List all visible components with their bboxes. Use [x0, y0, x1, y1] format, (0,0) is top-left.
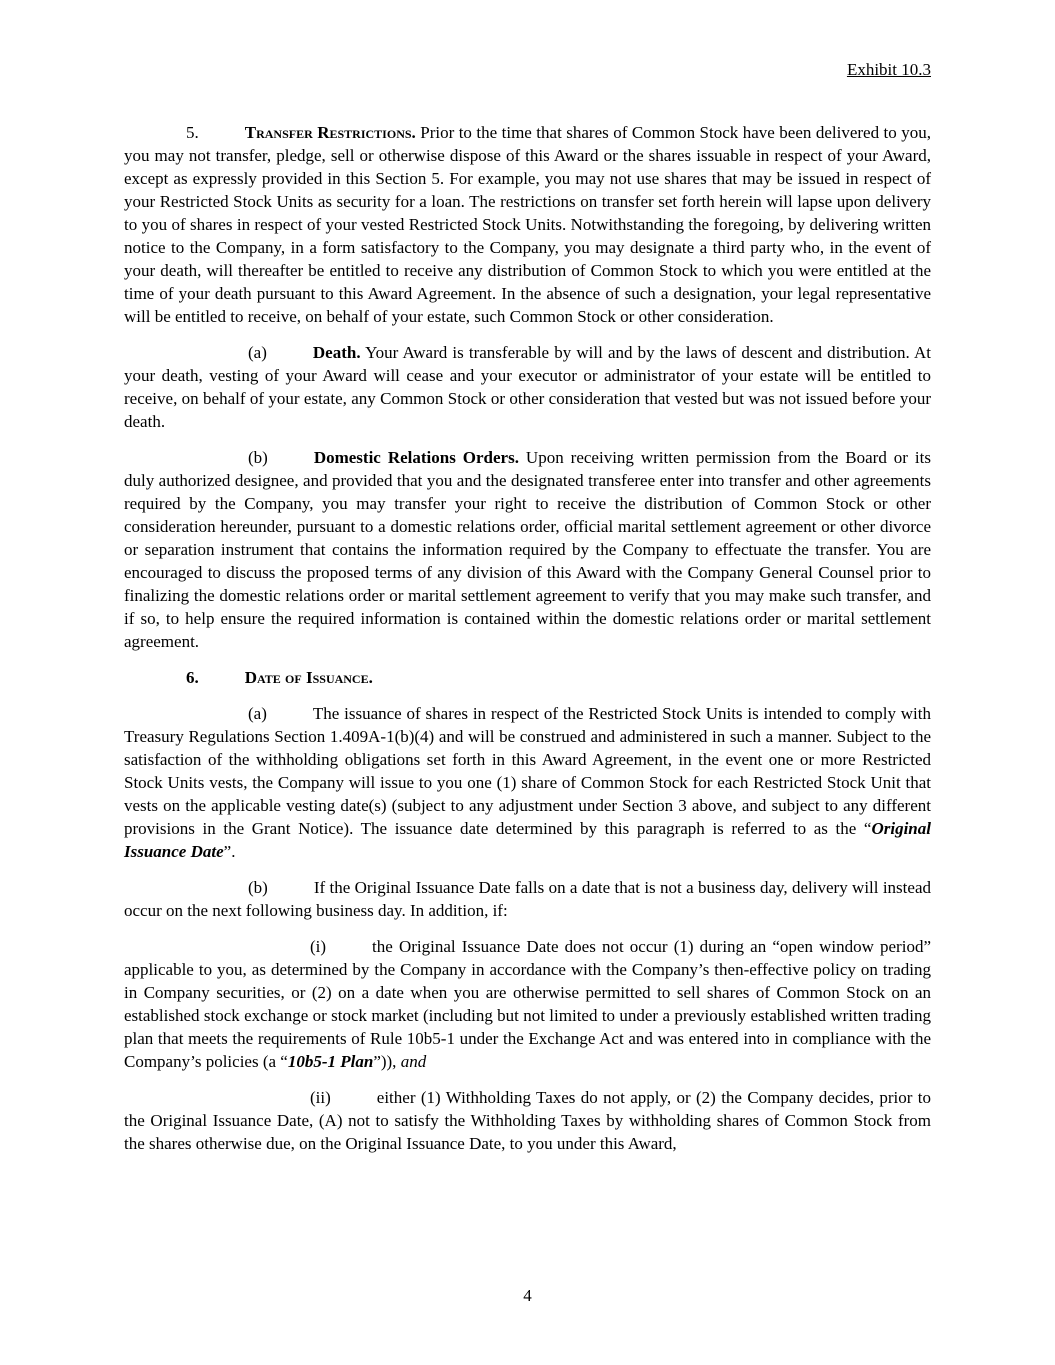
document-body [124, 121, 931, 1155]
text-segment-normal: (ii) [310, 1088, 331, 1107]
text-segment-normal: (i) [310, 937, 327, 956]
text-segment-scbold: Date of Issuance. [244, 668, 373, 687]
text-segment-bolditalic: Original Issuance Date [124, 819, 931, 861]
text-segment-bold: Domestic Relations Orders. [313, 448, 519, 467]
text-segment-normal: 5. [186, 123, 199, 142]
heading-section-6-date-of-issuance [124, 666, 931, 689]
text-segment-normal: ”)), [373, 1052, 401, 1071]
paragraph-section-5 [124, 121, 931, 328]
text-segment-bolditalic: 10b5-1 Plan [287, 1052, 374, 1071]
text-segment-normal: (a) [248, 704, 267, 723]
page-number: 4 [523, 1286, 532, 1305]
text-segment-bold: Death. [312, 343, 361, 362]
paragraph-section-6b [124, 876, 931, 922]
exhibit-label: Exhibit 10.3 [846, 60, 931, 79]
text-segment-normal: the Original Issuance Date does not occur (1) during an “open window period” applicable to you, as determined by the Company in accordance with the Company’s then-effective policy on trading in Company securities, or (2) on a date when you are otherwise permitted to sell shares of Common Stock on an established stock exchange or stock market (including but not limited to under a previously established written trading plan that meets the requirements of Rule 10b5-1 under the Exchange Act and was entered into in compliance with the Company’s policies (a “ [124, 937, 931, 1071]
text-segment-normal: (b) [248, 448, 268, 467]
text-segment-bold: 6. [186, 668, 199, 687]
text-segment-normal: Prior to the time that shares of Common Stock have been delivered to you, you may not transfer, pledge, sell or otherwise dispose of this Award or the shares issuable in respect of your Award, except as expressly provided in this Section 5. For example, you may not use shares that may be issued in respect of your Restricted Stock Units as security for a loan. The restrictions on transfer set forth herein will lapse upon delivery to you of shares in respect of your vested Restricted Stock Units. Notwithstanding the foregoing, by delivering written notice to the Company, in a form satisfactory to the Company, you may designate a third party who, in the event of your death, will thereafter be entitled to receive any distribution of Common Stock to which you were entitled at the time of your death pursuant to this Award Agreement. In the absence of such a designation, your legal representative will be entitled to receive, on behalf of your estate, such Common Stock or other consideration. [124, 123, 931, 326]
paragraph-section-5b-domestic-relations [124, 446, 931, 653]
paragraph-section-5a-death [124, 341, 931, 433]
text-segment-normal: Your Award is transferable by will and by the laws of descent and distribution. At your death, vesting of your Award will cease and your executor or administrator of your estate will be entitled to receive, on behalf of your estate, any Common Stock or other consideration that vested but was not issued before your death. [124, 343, 931, 431]
text-segment-normal: If the Original Issuance Date falls on a date that is not a business day, delivery will instead occur on the next following business day. In addition, if: [124, 878, 931, 920]
text-segment-normal: Upon receiving written permission from the Board or its duly authorized designee, and provided that you and the designated transferee enter into transfer and other agreements required by the Company, you may transfer your right to receive the distribution of Common Stock or other consideration hereunder, pursuant to a domestic relations order, official marital settlement agreement or other divorce or separation instrument that contains the information required by the Company to effectuate the transfer. You are encouraged to discuss the proposed terms of any division of this Award with the Company General Counsel prior to finalizing the domestic relations order or marital settlement agreement to verify that you may make such transfer, and if so, to help ensure the required information is contained within the domestic relations order or marital settlement agreement. [124, 448, 931, 651]
text-segment-normal: ”. [223, 842, 236, 861]
paragraph-section-6b-i [124, 935, 931, 1073]
text-segment-normal: The issuance of shares in respect of the Restricted Stock Units is intended to comply with Treasury Regulations Section 1.409A-1(b)(4) and will be construed and administered in such a manner. Subject to the satisfaction of the withholding obligations set forth in this Award Agreement, in the event one or more Restricted Stock Units vests, the Company will issue to you one (1) share of Common Stock for each Restricted Stock Unit that vests on the applicable vesting date(s) (subject to any adjustment under Section 3 above, and subject to any different provisions in the Grant Notice). The issuance date determined by this paragraph is referred to as the “ [124, 704, 931, 838]
text-segment-normal: (b) [248, 878, 268, 897]
text-segment-italic: and [400, 1052, 427, 1071]
text-segment-normal: either (1) Withholding Taxes do not apply, or (2) the Company decides, prior to the Original Issuance Date, (A) not to satisfy the Withholding Taxes by withholding shares of Common Stock from the shares otherwise due, on the Original Issuance Date, to you under this Award, [124, 1088, 931, 1153]
paragraph-section-6b-ii [124, 1086, 931, 1155]
text-segment-scbold: Transfer Restrictions. [244, 123, 416, 142]
paragraph-section-6a [124, 702, 931, 863]
text-segment-normal: (a) [248, 343, 267, 362]
